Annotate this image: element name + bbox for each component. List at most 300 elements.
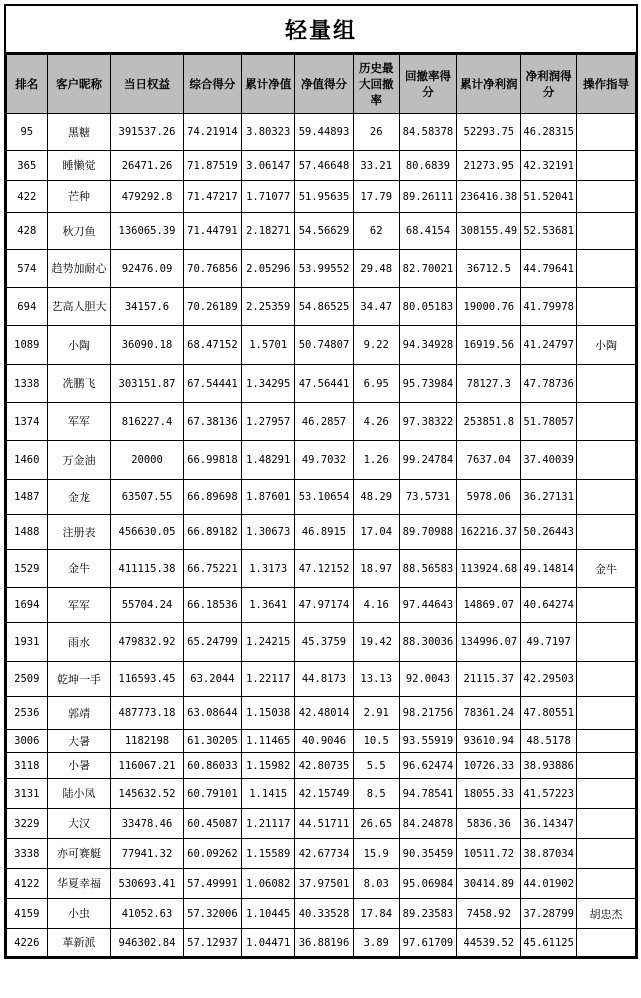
nav-score-cell: 51.95635: [295, 181, 354, 213]
total-score-cell: 60.09262: [183, 839, 242, 869]
col-max-drawdown-header: 历史最大回撤率: [353, 55, 399, 114]
guidance-cell: [577, 181, 636, 213]
rank-cell: 1338: [7, 365, 48, 403]
rank-cell: 1694: [7, 588, 48, 623]
guidance-cell: [577, 588, 636, 623]
cum-nav-cell: 1.34295: [242, 365, 295, 403]
col-equity-header: 当日权益: [111, 55, 183, 114]
cum-profit-cell: 44539.52: [457, 929, 521, 957]
equity-cell: 479292.8: [111, 181, 183, 213]
max-drawdown-cell: 8.5: [353, 779, 399, 809]
nickname-cell: 华夏幸福: [47, 869, 111, 899]
nav-score-cell: 50.74807: [295, 326, 354, 365]
total-score-cell: 65.24799: [183, 623, 242, 662]
nickname-cell: 小陶: [47, 326, 111, 365]
nickname-cell: 大暑: [47, 730, 111, 753]
cum-nav-cell: 1.48291: [242, 441, 295, 480]
equity-cell: 77941.32: [111, 839, 183, 869]
nav-score-cell: 42.80735: [295, 753, 354, 779]
cum-profit-cell: 21273.95: [457, 151, 521, 181]
total-score-cell: 67.38136: [183, 403, 242, 441]
drawdown-score-cell: 94.34928: [399, 326, 457, 365]
equity-cell: 55704.24: [111, 588, 183, 623]
max-drawdown-cell: 29.48: [353, 250, 399, 288]
table-row: [7, 550, 636, 588]
guidance-cell: [577, 730, 636, 753]
profit-score-cell: 46.28315: [521, 114, 577, 151]
table-row: [7, 515, 636, 550]
rank-cell: 1374: [7, 403, 48, 441]
table-row: [7, 588, 636, 623]
nav-score-cell: 47.12152: [295, 550, 354, 588]
nav-score-cell: 54.86525: [295, 288, 354, 326]
cum-profit-cell: 253851.8: [457, 403, 521, 441]
drawdown-score-cell: 68.4154: [399, 213, 457, 250]
profit-score-cell: 47.80551: [521, 697, 577, 730]
rank-cell: 1529: [7, 550, 48, 588]
profit-score-cell: 41.79978: [521, 288, 577, 326]
col-profit-score-header: 净利润得分: [521, 55, 577, 114]
col-total-score-header: 综合得分: [183, 55, 242, 114]
rank-cell: 1488: [7, 515, 48, 550]
cum-nav-cell: 1.24215: [242, 623, 295, 662]
equity-cell: 391537.26: [111, 114, 183, 151]
guidance-cell: [577, 809, 636, 839]
guidance-cell: [577, 288, 636, 326]
cum-nav-cell: 1.15038: [242, 697, 295, 730]
nav-score-cell: 47.56441: [295, 365, 354, 403]
table-row: [7, 213, 636, 250]
drawdown-score-cell: 93.55919: [399, 730, 457, 753]
table-row: [7, 181, 636, 213]
cum-nav-cell: 1.71077: [242, 181, 295, 213]
cum-nav-cell: 3.80323: [242, 114, 295, 151]
guidance-cell: [577, 441, 636, 480]
cum-nav-cell: 3.06147: [242, 151, 295, 181]
guidance-cell: [577, 480, 636, 515]
profit-score-cell: 41.57223: [521, 779, 577, 809]
nav-score-cell: 45.3759: [295, 623, 354, 662]
total-score-cell: 71.47217: [183, 181, 242, 213]
max-drawdown-cell: 13.13: [353, 662, 399, 697]
table-row: [7, 114, 636, 151]
drawdown-score-cell: 92.0043: [399, 662, 457, 697]
table-row: [7, 929, 636, 957]
max-drawdown-cell: 8.03: [353, 869, 399, 899]
guidance-cell: 金牛: [577, 550, 636, 588]
total-score-cell: 66.75221: [183, 550, 242, 588]
rank-cell: 3131: [7, 779, 48, 809]
drawdown-score-cell: 80.6839: [399, 151, 457, 181]
cum-profit-cell: 78127.3: [457, 365, 521, 403]
drawdown-score-cell: 99.24784: [399, 441, 457, 480]
profit-score-cell: 37.40039: [521, 441, 577, 480]
drawdown-score-cell: 73.5731: [399, 480, 457, 515]
nav-score-cell: 46.2857: [295, 403, 354, 441]
rank-cell: 574: [7, 250, 48, 288]
rank-cell: 3229: [7, 809, 48, 839]
nickname-cell: 芒种: [47, 181, 111, 213]
profit-score-cell: 38.87034: [521, 839, 577, 869]
total-score-cell: 57.12937: [183, 929, 242, 957]
profit-score-cell: 49.14814: [521, 550, 577, 588]
nav-score-cell: 40.33528: [295, 899, 354, 929]
profit-score-cell: 42.32191: [521, 151, 577, 181]
total-score-cell: 71.87519: [183, 151, 242, 181]
nav-score-cell: 42.67734: [295, 839, 354, 869]
nav-score-cell: 42.15749: [295, 779, 354, 809]
rank-cell: 4226: [7, 929, 48, 957]
guidance-cell: [577, 403, 636, 441]
rank-cell: 95: [7, 114, 48, 151]
profit-score-cell: 47.78736: [521, 365, 577, 403]
nav-score-cell: 59.44893: [295, 114, 354, 151]
guidance-cell: [577, 753, 636, 779]
profit-score-cell: 40.64274: [521, 588, 577, 623]
table-row: [7, 779, 636, 809]
profit-score-cell: 42.29503: [521, 662, 577, 697]
total-score-cell: 70.76856: [183, 250, 242, 288]
cum-nav-cell: 2.05296: [242, 250, 295, 288]
equity-cell: 116067.21: [111, 753, 183, 779]
profit-score-cell: 36.27131: [521, 480, 577, 515]
max-drawdown-cell: 1.26: [353, 441, 399, 480]
max-drawdown-cell: 15.9: [353, 839, 399, 869]
cum-nav-cell: 1.21117: [242, 809, 295, 839]
equity-cell: 26471.26: [111, 151, 183, 181]
drawdown-score-cell: 80.05183: [399, 288, 457, 326]
nickname-cell: 金牛: [47, 550, 111, 588]
rank-cell: 4122: [7, 869, 48, 899]
rank-cell: 3006: [7, 730, 48, 753]
table-row: [7, 480, 636, 515]
col-nav-score-header: 净值得分: [295, 55, 354, 114]
table-row: [7, 250, 636, 288]
drawdown-score-cell: 96.62474: [399, 753, 457, 779]
table-row: [7, 899, 636, 929]
table-row: [7, 809, 636, 839]
nickname-cell: 趋势加耐心: [47, 250, 111, 288]
cum-profit-cell: 19000.76: [457, 288, 521, 326]
cum-nav-cell: 1.87601: [242, 480, 295, 515]
max-drawdown-cell: 48.29: [353, 480, 399, 515]
guidance-cell: 小陶: [577, 326, 636, 365]
col-cum-profit-header: 累计净利润: [457, 55, 521, 114]
max-drawdown-cell: 19.42: [353, 623, 399, 662]
profit-score-cell: 44.79641: [521, 250, 577, 288]
cum-profit-cell: 14869.07: [457, 588, 521, 623]
equity-cell: 530693.41: [111, 869, 183, 899]
drawdown-score-cell: 89.70988: [399, 515, 457, 550]
total-score-cell: 74.21914: [183, 114, 242, 151]
total-score-cell: 60.86033: [183, 753, 242, 779]
table-row: [7, 326, 636, 365]
cum-nav-cell: 1.15982: [242, 753, 295, 779]
guidance-cell: [577, 697, 636, 730]
drawdown-score-cell: 84.24878: [399, 809, 457, 839]
nickname-cell: 革新派: [47, 929, 111, 957]
profit-score-cell: 36.14347: [521, 809, 577, 839]
nickname-cell: 万金油: [47, 441, 111, 480]
nickname-cell: 注册表: [47, 515, 111, 550]
max-drawdown-cell: 10.5: [353, 730, 399, 753]
equity-cell: 116593.45: [111, 662, 183, 697]
equity-cell: 479832.92: [111, 623, 183, 662]
nickname-cell: 黑糖: [47, 114, 111, 151]
col-nickname-header: 客户昵称: [47, 55, 111, 114]
cum-nav-cell: 1.04471: [242, 929, 295, 957]
max-drawdown-cell: 4.26: [353, 403, 399, 441]
rank-cell: 2536: [7, 697, 48, 730]
col-rank-header: 排名: [7, 55, 48, 114]
cum-profit-cell: 5836.36: [457, 809, 521, 839]
drawdown-score-cell: 97.61709: [399, 929, 457, 957]
max-drawdown-cell: 6.95: [353, 365, 399, 403]
rank-cell: 428: [7, 213, 48, 250]
table-row: [7, 288, 636, 326]
max-drawdown-cell: 26.65: [353, 809, 399, 839]
nav-score-cell: 47.97174: [295, 588, 354, 623]
equity-cell: 136065.39: [111, 213, 183, 250]
profit-score-cell: 44.01902: [521, 869, 577, 899]
drawdown-score-cell: 82.70021: [399, 250, 457, 288]
table-row: [7, 662, 636, 697]
equity-cell: 487773.18: [111, 697, 183, 730]
nickname-cell: 郭靖: [47, 697, 111, 730]
equity-cell: 456630.05: [111, 515, 183, 550]
cum-nav-cell: 1.1415: [242, 779, 295, 809]
total-score-cell: 70.26189: [183, 288, 242, 326]
drawdown-score-cell: 98.21756: [399, 697, 457, 730]
drawdown-score-cell: 88.30036: [399, 623, 457, 662]
cum-nav-cell: 1.5701: [242, 326, 295, 365]
table-row: [7, 365, 636, 403]
cum-nav-cell: 1.10445: [242, 899, 295, 929]
rank-cell: 1460: [7, 441, 48, 480]
nickname-cell: 大汉: [47, 809, 111, 839]
guidance-cell: [577, 869, 636, 899]
profit-score-cell: 37.28799: [521, 899, 577, 929]
cum-profit-cell: 52293.75: [457, 114, 521, 151]
nickname-cell: 雨水: [47, 623, 111, 662]
drawdown-score-cell: 84.58378: [399, 114, 457, 151]
col-drawdown-score-header: 回撤率得分: [399, 55, 457, 114]
nav-score-cell: 57.46648: [295, 151, 354, 181]
total-score-cell: 68.47152: [183, 326, 242, 365]
cum-nav-cell: 1.27957: [242, 403, 295, 441]
drawdown-score-cell: 95.06984: [399, 869, 457, 899]
nav-score-cell: 46.8915: [295, 515, 354, 550]
table-row: [7, 730, 636, 753]
guidance-cell: [577, 929, 636, 957]
guidance-cell: [577, 213, 636, 250]
nav-score-cell: 36.88196: [295, 929, 354, 957]
drawdown-score-cell: 90.35459: [399, 839, 457, 869]
equity-cell: 816227.4: [111, 403, 183, 441]
total-score-cell: 60.79101: [183, 779, 242, 809]
profit-score-cell: 48.5178: [521, 730, 577, 753]
guidance-cell: [577, 662, 636, 697]
equity-cell: 303151.87: [111, 365, 183, 403]
guidance-cell: [577, 250, 636, 288]
total-score-cell: 57.49991: [183, 869, 242, 899]
profit-score-cell: 49.7197: [521, 623, 577, 662]
max-drawdown-cell: 3.89: [353, 929, 399, 957]
cum-profit-cell: 93610.94: [457, 730, 521, 753]
total-score-cell: 57.32006: [183, 899, 242, 929]
table-row: [7, 697, 636, 730]
table-row: [7, 839, 636, 869]
cum-nav-cell: 2.18271: [242, 213, 295, 250]
cum-profit-cell: 113924.68: [457, 550, 521, 588]
guidance-cell: [577, 515, 636, 550]
table-body: [7, 114, 636, 957]
profit-score-cell: 52.53681: [521, 213, 577, 250]
max-drawdown-cell: 18.97: [353, 550, 399, 588]
profit-score-cell: 50.26443: [521, 515, 577, 550]
nickname-cell: 艺高人胆大: [47, 288, 111, 326]
table-row: [7, 403, 636, 441]
max-drawdown-cell: 34.47: [353, 288, 399, 326]
cum-nav-cell: 1.3641: [242, 588, 295, 623]
col-cum-nav-header: 累计净值: [242, 55, 295, 114]
cum-nav-cell: 1.22117: [242, 662, 295, 697]
rank-cell: 365: [7, 151, 48, 181]
equity-cell: 33478.46: [111, 809, 183, 839]
nickname-cell: 军军: [47, 588, 111, 623]
max-drawdown-cell: 62: [353, 213, 399, 250]
total-score-cell: 66.99818: [183, 441, 242, 480]
guidance-cell: [577, 779, 636, 809]
cum-profit-cell: 16919.56: [457, 326, 521, 365]
ranking-table: [6, 54, 636, 957]
rank-cell: 422: [7, 181, 48, 213]
nav-score-cell: 53.10654: [295, 480, 354, 515]
cum-profit-cell: 5978.06: [457, 480, 521, 515]
cum-nav-cell: 1.06082: [242, 869, 295, 899]
nickname-cell: 睡懒觉: [47, 151, 111, 181]
cum-profit-cell: 7458.92: [457, 899, 521, 929]
rank-cell: 3118: [7, 753, 48, 779]
drawdown-score-cell: 97.38322: [399, 403, 457, 441]
cum-profit-cell: 78361.24: [457, 697, 521, 730]
rank-cell: 3338: [7, 839, 48, 869]
ranking-sheet: [4, 4, 638, 959]
equity-cell: 411115.38: [111, 550, 183, 588]
nickname-cell: 亦可赛艇: [47, 839, 111, 869]
nickname-cell: 陆小凤: [47, 779, 111, 809]
cum-nav-cell: 2.25359: [242, 288, 295, 326]
cum-profit-cell: 10726.33: [457, 753, 521, 779]
nav-score-cell: 42.48014: [295, 697, 354, 730]
equity-cell: 946302.84: [111, 929, 183, 957]
cum-nav-cell: 1.3173: [242, 550, 295, 588]
cum-profit-cell: 134996.07: [457, 623, 521, 662]
cum-nav-cell: 1.11465: [242, 730, 295, 753]
nav-score-cell: 53.99552: [295, 250, 354, 288]
equity-cell: 145632.52: [111, 779, 183, 809]
cum-profit-cell: 30414.89: [457, 869, 521, 899]
equity-cell: 34157.6: [111, 288, 183, 326]
cum-profit-cell: 162216.37: [457, 515, 521, 550]
nickname-cell: 金龙: [47, 480, 111, 515]
nav-score-cell: 54.56629: [295, 213, 354, 250]
cum-profit-cell: 7637.04: [457, 441, 521, 480]
profit-score-cell: 38.93886: [521, 753, 577, 779]
equity-cell: 36090.18: [111, 326, 183, 365]
guidance-cell: [577, 151, 636, 181]
guidance-cell: 胡忠杰: [577, 899, 636, 929]
equity-cell: 1182198: [111, 730, 183, 753]
cum-nav-cell: 1.30673: [242, 515, 295, 550]
guidance-cell: [577, 114, 636, 151]
total-score-cell: 66.89182: [183, 515, 242, 550]
equity-cell: 41052.63: [111, 899, 183, 929]
profit-score-cell: 51.78057: [521, 403, 577, 441]
total-score-cell: 60.45087: [183, 809, 242, 839]
guidance-cell: [577, 365, 636, 403]
max-drawdown-cell: 17.79: [353, 181, 399, 213]
nav-score-cell: 44.8173: [295, 662, 354, 697]
cum-nav-cell: 1.15589: [242, 839, 295, 869]
equity-cell: 63507.55: [111, 480, 183, 515]
profit-score-cell: 45.61125: [521, 929, 577, 957]
max-drawdown-cell: 4.16: [353, 588, 399, 623]
rank-cell: 2509: [7, 662, 48, 697]
total-score-cell: 63.2044: [183, 662, 242, 697]
cum-profit-cell: 18055.33: [457, 779, 521, 809]
table-row: [7, 623, 636, 662]
profit-score-cell: 51.52041: [521, 181, 577, 213]
guidance-cell: [577, 623, 636, 662]
table-header-row: [7, 55, 636, 114]
nav-score-cell: 40.9046: [295, 730, 354, 753]
cum-profit-cell: 21115.37: [457, 662, 521, 697]
total-score-cell: 61.30205: [183, 730, 242, 753]
cum-profit-cell: 236416.38: [457, 181, 521, 213]
nickname-cell: 小暑: [47, 753, 111, 779]
table-row: [7, 869, 636, 899]
table-row: [7, 151, 636, 181]
rank-cell: 1931: [7, 623, 48, 662]
max-drawdown-cell: 9.22: [353, 326, 399, 365]
drawdown-score-cell: 89.23583: [399, 899, 457, 929]
rank-cell: 1487: [7, 480, 48, 515]
col-guidance-header: 操作指导: [577, 55, 636, 114]
rank-cell: 1089: [7, 326, 48, 365]
total-score-cell: 67.54441: [183, 365, 242, 403]
rank-cell: 4159: [7, 899, 48, 929]
nickname-cell: 冼鹏飞: [47, 365, 111, 403]
nickname-cell: 秋刀鱼: [47, 213, 111, 250]
total-score-cell: 71.44791: [183, 213, 242, 250]
table-row: [7, 753, 636, 779]
cum-profit-cell: 36712.5: [457, 250, 521, 288]
max-drawdown-cell: 33.21: [353, 151, 399, 181]
drawdown-score-cell: 88.56583: [399, 550, 457, 588]
profit-score-cell: 41.24797: [521, 326, 577, 365]
drawdown-score-cell: 95.73984: [399, 365, 457, 403]
total-score-cell: 63.08644: [183, 697, 242, 730]
drawdown-score-cell: 97.44643: [399, 588, 457, 623]
rank-cell: 694: [7, 288, 48, 326]
equity-cell: 20000: [111, 441, 183, 480]
max-drawdown-cell: 5.5: [353, 753, 399, 779]
max-drawdown-cell: 2.91: [353, 697, 399, 730]
total-score-cell: 66.89698: [183, 480, 242, 515]
nav-score-cell: 44.51711: [295, 809, 354, 839]
nickname-cell: 军军: [47, 403, 111, 441]
